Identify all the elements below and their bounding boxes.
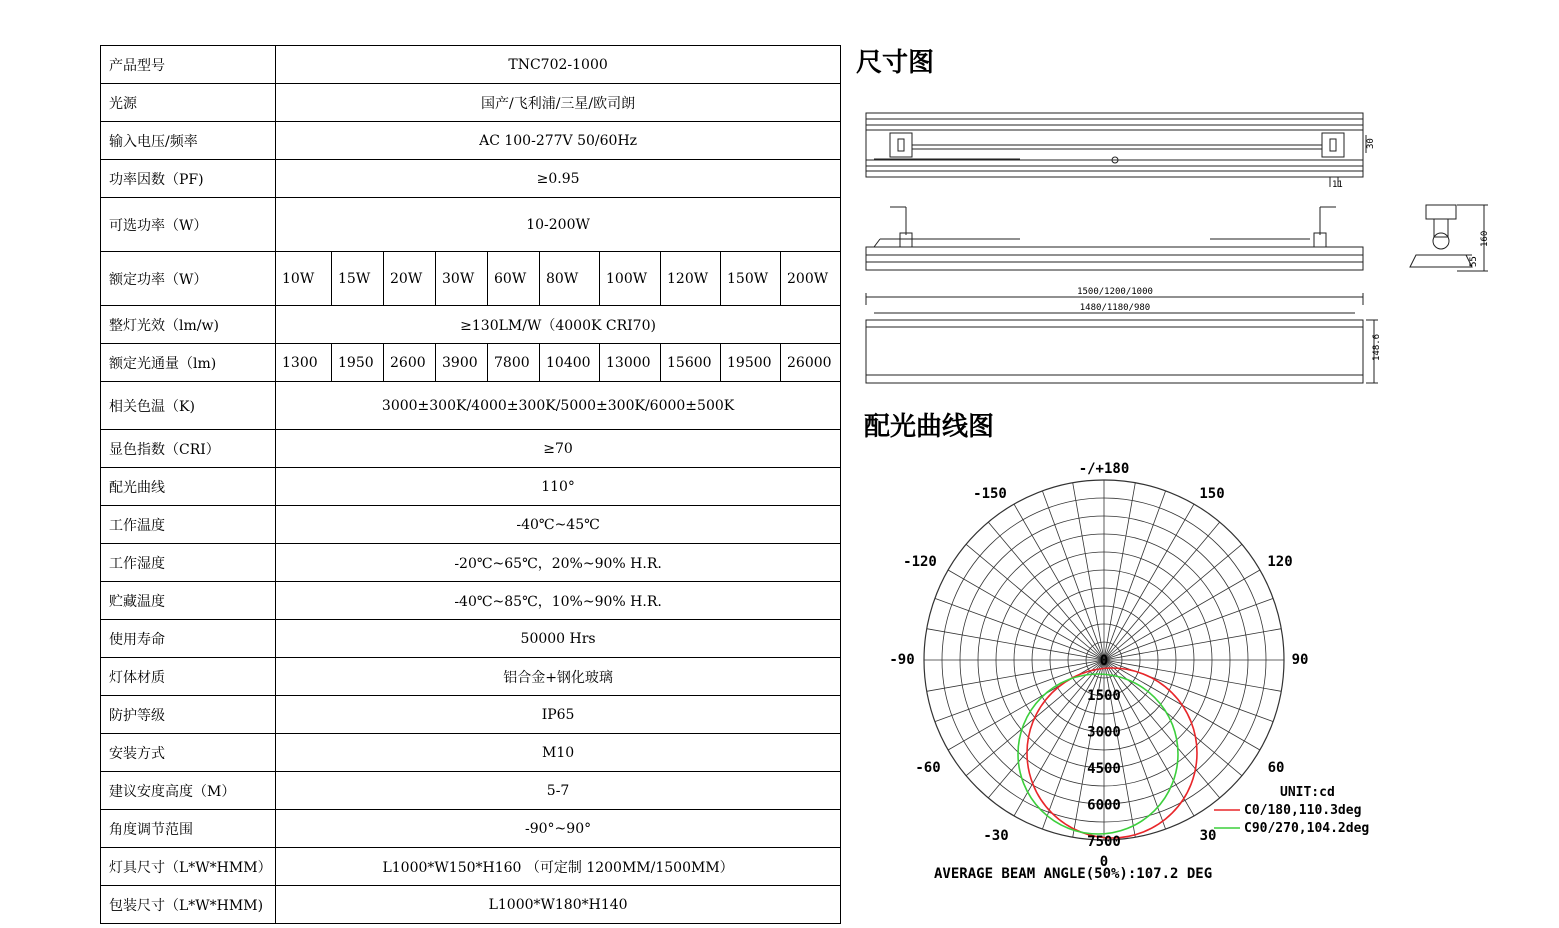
spec-table-body — [101, 46, 841, 924]
spec-sub-value: 26000 — [781, 344, 841, 382]
angle-label-bottom: 0 — [1099, 854, 1109, 870]
ring-label: 1500 — [1087, 688, 1121, 704]
spec-sub-value: 7800 — [488, 344, 540, 382]
spec-label: 灯体材质 — [101, 658, 276, 696]
spec-row — [101, 84, 841, 122]
spec-sub-value: 100W — [600, 252, 661, 306]
spec-value: L1000*W150*H160 （可定制 1200MM/1500MM） — [276, 848, 841, 886]
spec-label: 产品型号 — [101, 46, 276, 84]
spec-label: 安装方式 — [101, 734, 276, 772]
top-view — [866, 113, 1366, 187]
angle-label-left-30: -30 — [983, 828, 1009, 844]
spec-value: 3000±300K/4000±300K/5000±300K/6000±500K — [276, 382, 841, 430]
spec-value: -40℃~45℃ — [276, 506, 841, 544]
spec-sub-value: 150W — [721, 252, 781, 306]
spec-value: -20℃~65℃，20%~90% H.R. — [276, 544, 841, 582]
spec-row — [101, 658, 841, 696]
spec-label: 防护等级 — [101, 696, 276, 734]
spec-row — [101, 506, 841, 544]
spec-sub-value: 30W — [436, 252, 488, 306]
spec-label: 相关色温（K) — [101, 382, 276, 430]
spec-label: 功率因数（PF) — [101, 160, 276, 198]
spec-row — [101, 810, 841, 848]
spec-row — [101, 848, 841, 886]
spec-row — [101, 544, 841, 582]
spec-sub-value: 19500 — [721, 344, 781, 382]
dim-overall-length: 1500/1200/1000 — [1077, 287, 1153, 297]
ring-label: 4500 — [1087, 761, 1121, 777]
spec-label: 额定光通量（lm) — [101, 344, 276, 382]
spec-row — [101, 468, 841, 506]
spec-label: 额定功率（W） — [101, 252, 276, 306]
spec-row — [101, 252, 841, 306]
spec-sub-value: 10400 — [540, 344, 600, 382]
spec-label: 使用寿命 — [101, 620, 276, 658]
spec-row — [101, 582, 841, 620]
unit-label: UNIT:cd — [1280, 785, 1335, 800]
dim-height-160: 160 — [1480, 230, 1490, 247]
spec-sub-value: 13000 — [600, 344, 661, 382]
spec-label: 角度调节范围 — [101, 810, 276, 848]
spec-row — [101, 306, 841, 344]
spec-label: 输入电压/频率 — [101, 122, 276, 160]
spec-row — [101, 344, 841, 382]
spec-label: 显色指数（CRI） — [101, 430, 276, 468]
spec-value: -90°~90° — [276, 810, 841, 848]
spec-label: 配光曲线 — [101, 468, 276, 506]
polar-legend — [1214, 803, 1369, 836]
spec-value: 国产/飞利浦/三星/欧司朗 — [276, 84, 841, 122]
spec-sub-value: 10W — [276, 252, 332, 306]
spec-value: 10-200W — [276, 198, 841, 252]
spec-row — [101, 696, 841, 734]
spec-row — [101, 620, 841, 658]
ring-label: 7500 — [1087, 834, 1121, 850]
spec-sub-value: 2600 — [384, 344, 436, 382]
dim-width-11: 11 — [1332, 180, 1343, 190]
spec-label: 灯具尺寸（L*W*HMM） — [101, 848, 276, 886]
spec-label: 工作湿度 — [101, 544, 276, 582]
dim-inner-length: 1480/1180/980 — [1079, 303, 1151, 313]
spec-row — [101, 886, 841, 924]
dim-offset-55: 55 — [1469, 256, 1479, 267]
spec-sub-value: 3900 — [436, 344, 488, 382]
spec-value: 110° — [276, 468, 841, 506]
angle-label-left-60: -60 — [915, 760, 941, 776]
spec-row — [101, 430, 841, 468]
angle-label-right-60: 60 — [1267, 760, 1285, 776]
dim-height-30: 30 — [1366, 138, 1376, 149]
spec-value: IP65 — [276, 696, 841, 734]
spec-value: 铝合金+钢化玻璃 — [276, 658, 841, 696]
spec-row — [101, 382, 841, 430]
spec-value: M10 — [276, 734, 841, 772]
spec-value: 5-7 — [276, 772, 841, 810]
angle-label-top: -/+180 — [1078, 461, 1130, 477]
angle-label-right-30: 30 — [1199, 828, 1217, 844]
spec-sub-value: 200W — [781, 252, 841, 306]
spec-value: TNC702-1000 — [276, 46, 841, 84]
spec-sub-value: 120W — [661, 252, 721, 306]
side-view — [866, 207, 1363, 270]
angle-label-left-120: -120 — [903, 554, 937, 570]
beam-angle-footer: AVERAGE BEAM ANGLE(50%):107.2 DEG — [934, 866, 1213, 882]
angle-label-right-90: 90 — [1291, 652, 1309, 668]
spec-table — [100, 45, 841, 924]
legend-label: C90/270,104.2deg — [1244, 821, 1370, 836]
spec-label: 建议安度高度（M） — [101, 772, 276, 810]
spec-row — [101, 122, 841, 160]
spec-value: ≥70 — [276, 430, 841, 468]
spec-sub-value: 15W — [332, 252, 384, 306]
spec-value: ≥130LM/W（4000K CRI70) — [276, 306, 841, 344]
legend-label: C0/180,110.3deg — [1244, 803, 1362, 818]
spec-value: AC 100-277V 50/60Hz — [276, 122, 841, 160]
ring-label: 6000 — [1087, 797, 1121, 814]
spec-sub-value: 80W — [540, 252, 600, 306]
spec-row — [101, 198, 841, 252]
ring-label: 3000 — [1087, 724, 1121, 741]
spec-value: -40℃~85℃，10%~90% H.R. — [276, 582, 841, 620]
spec-row — [101, 160, 841, 198]
angle-label-upper-right: 150 — [1199, 486, 1225, 502]
angle-label-upper-left: -150 — [973, 486, 1007, 502]
spec-row — [101, 46, 841, 84]
spec-label: 整灯光效（lm/w) — [101, 306, 276, 344]
spec-label: 工作温度 — [101, 506, 276, 544]
angle-label-left-90: -90 — [889, 652, 915, 668]
dim-width-148: 148.6 — [1372, 333, 1382, 361]
spec-value: ≥0.95 — [276, 160, 841, 198]
spec-value: L1000*W180*H140 — [276, 886, 841, 924]
spec-row — [101, 772, 841, 810]
spec-sub-value: 60W — [488, 252, 540, 306]
dimension-heading: 尺寸图 — [856, 48, 935, 78]
spec-label: 贮藏温度 — [101, 582, 276, 620]
spec-value: 50000 Hrs — [276, 620, 841, 658]
spec-sub-value: 20W — [384, 252, 436, 306]
spec-sub-value: 15600 — [661, 344, 721, 382]
spec-label: 包装尺寸（L*W*HMM) — [101, 886, 276, 924]
spec-label: 可选功率（W） — [101, 198, 276, 252]
polar-chart — [860, 450, 1420, 890]
polar-chart-heading: 配光曲线图 — [864, 412, 995, 442]
spec-label: 光源 — [101, 84, 276, 122]
spec-sub-value: 1300 — [276, 344, 332, 382]
dimension-drawing — [860, 105, 1500, 390]
angle-label-right-120: 120 — [1267, 554, 1293, 570]
ring-label-center: 0 — [1099, 653, 1109, 669]
spec-sub-value: 1950 — [332, 344, 384, 382]
spec-row — [101, 734, 841, 772]
